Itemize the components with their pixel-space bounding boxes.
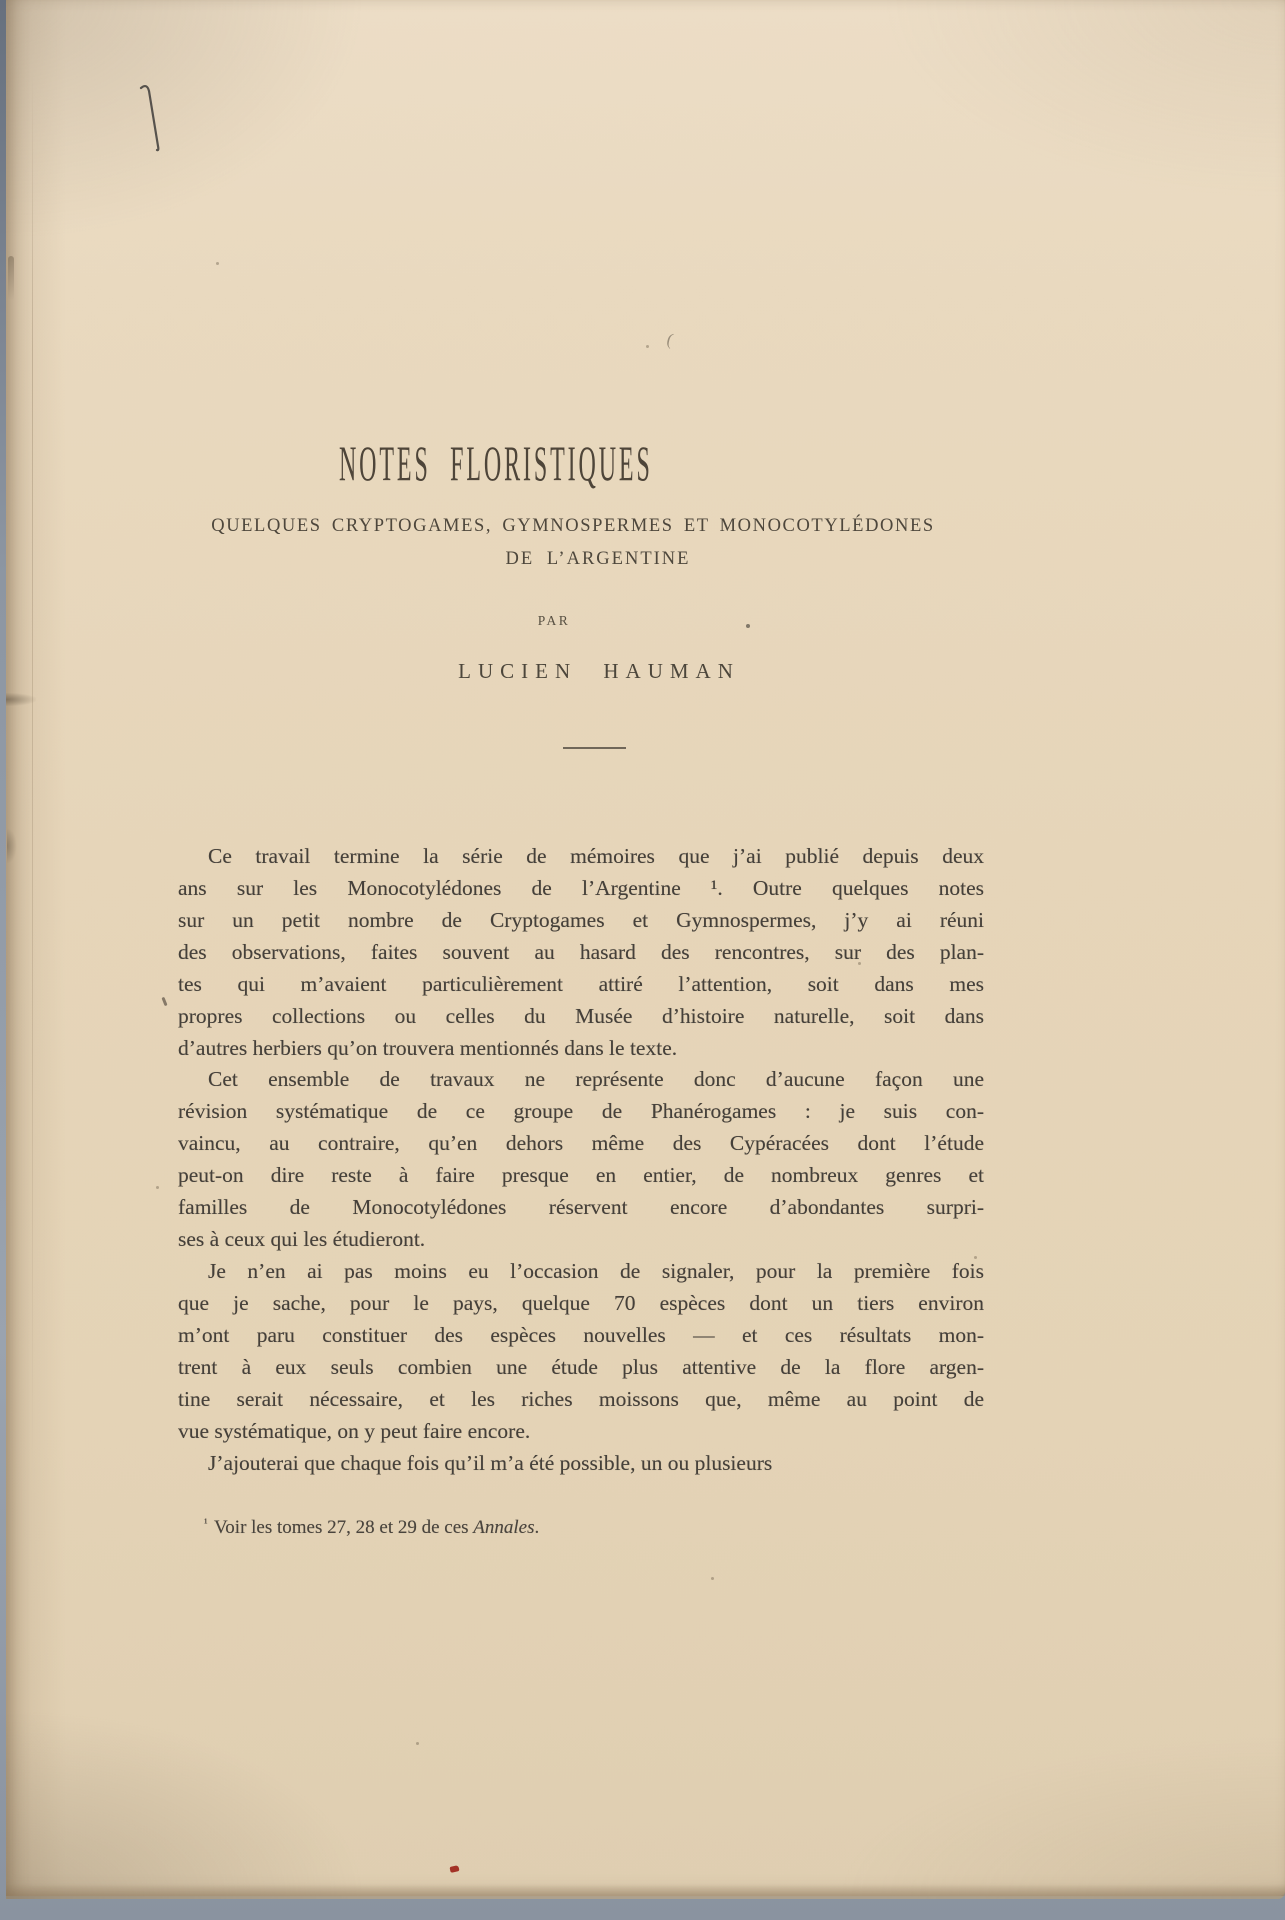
footnote-marker: ¹ [204, 1516, 210, 1530]
page-title-text: NOTES FLORISTIQUES [339, 435, 653, 491]
body-line-1: Ce travail termine la série de mémoires que j’ai publié depuis deux [208, 844, 984, 868]
paper-page [6, 0, 1285, 1899]
body-line-18: tine serait nécessaire, et les riches moissons que, même au point de [178, 1386, 984, 1411]
footnote-work-title: Annales [473, 1517, 535, 1538]
author-name: LUCIEN HAUMAN [458, 659, 740, 683]
body-line-3: sur un petit nombre de Cryptogames et Gymnospermes, j’y ai réuni [178, 907, 984, 932]
body-line-4: des observations, faites souvent au hasard des rencontres, sur des plan- [178, 939, 984, 964]
vertical-crease [32, 70, 33, 1470]
left-edge-crease [7, 828, 17, 864]
subtitle-line-2: DE L’ARGENTINE [505, 549, 691, 569]
body-line-17: trent à eux seuls combien une étude plus attentive de la flore argen- [178, 1354, 984, 1379]
body-line-20: J’ajouterai que chaque fois qu’il m’a été possible, un ou plusieurs [208, 1450, 773, 1475]
ink-dot-mark [746, 624, 750, 628]
paren-scratch-mark: ( [664, 329, 676, 350]
body-line-13: ses à ceux qui les étudieront. [178, 1227, 426, 1252]
body-line-14: Je n’en ai pas moins eu l’occasion de signaler, pour la première fois [208, 1258, 984, 1283]
body-line-16: m’ont paru constituer des espèces nouvelles — et ces résultats mon- [178, 1322, 984, 1347]
body-line-7: d’autres herbiers qu’on trouvera mentionnés dans le texte. [178, 1035, 678, 1060]
body-line-9: révision systématique de ce groupe de Phanérogames : je suis con- [178, 1099, 984, 1124]
footnote [178, 1516, 984, 1539]
body-line-11: peut-on dire reste à faire presque en entier, de nombreux genres et [178, 1163, 984, 1188]
page-title [178, 435, 984, 491]
red-ink-speck [449, 1865, 459, 1873]
byline-label: PAR [537, 613, 571, 628]
body-line-19: vue systématique, on y peut faire encore. [178, 1418, 531, 1443]
footnote-period: . [534, 1517, 540, 1538]
paper-speck [646, 345, 649, 348]
paper-speck [416, 1742, 419, 1745]
paper-speck [974, 1256, 977, 1259]
body-line-5: tes qui m’avaient particulièrement attiré l’attention, soit dans mes [178, 971, 984, 996]
footnote-text: Voir les tomes 27, 28 et 29 de ces [209, 1517, 474, 1538]
body-line-15: que je sache, pour le pays, quelque 70 espèces dont un tiers environ [178, 1290, 984, 1315]
paper-speck [216, 262, 219, 265]
body-text [178, 841, 984, 1479]
body-line-12: familles de Monocotylédones réservent encore d’abondantes surpri- [178, 1195, 984, 1220]
body-line-8: Cet ensemble de travaux ne représente donc d’aucune façon une [208, 1067, 984, 1092]
left-edge-mark [8, 256, 14, 300]
paper-speck [858, 962, 861, 965]
stray-tick-mark [161, 997, 167, 1006]
separator-rule [563, 747, 626, 749]
subtitle-line-1: QUELQUES CRYPTOGAMES, GYMNOSPERMES ET MONOCOTYLÉDONES [211, 516, 935, 536]
paper-speck [711, 1577, 714, 1580]
bottom-page-edge-shadow [6, 1884, 1285, 1896]
body-line-6: propres collections ou celles du Musée d’histoire naturelle, soit dans [178, 1003, 984, 1028]
body-line-2: ans sur les Monocotylédones de l’Argentine ¹. Outre quelques notes [178, 875, 984, 900]
paper-speck [156, 1186, 159, 1189]
body-line-10: vaincu, au contraire, qu’en dehors même des Cypéracées dont l’étude [178, 1131, 984, 1156]
pen-stroke-mark [137, 82, 165, 156]
